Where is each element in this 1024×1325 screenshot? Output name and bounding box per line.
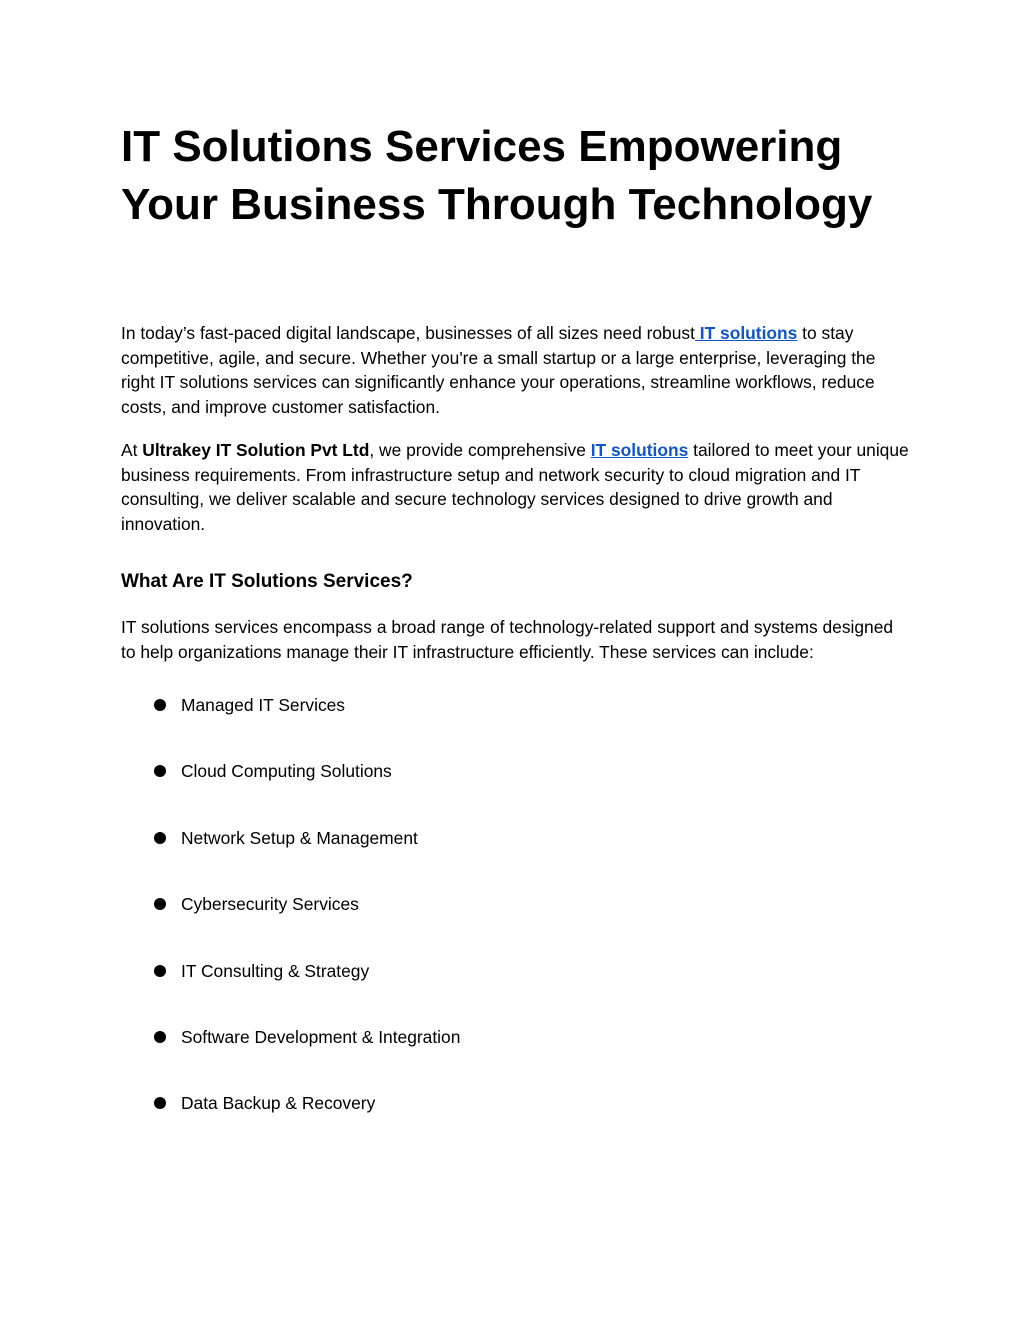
bullet-icon xyxy=(154,699,166,711)
document-page xyxy=(121,118,911,1158)
list-item-label: Data Backup & Recovery xyxy=(181,1093,376,1114)
services-list xyxy=(121,693,911,1158)
intro-text-start: In today’s fast-paced digital landscape, businesses of all sizes need robust xyxy=(121,323,695,343)
list-item-label: Managed IT Services xyxy=(181,695,346,715)
intro-text-end: to stay competitive, agile, and secure. Whether you're a small startup or a large enterprise, leveraging the right IT solutions services can significantly enhance your operations, streamline workflows, reduce costs, and improve customer satisfaction. xyxy=(121,323,876,417)
bullet-icon xyxy=(154,1097,166,1109)
page-title-line-1: IT Solutions Services Empowering xyxy=(121,122,843,171)
bullet-icon xyxy=(154,965,166,977)
page-title-line-2: Your Business Through Technology xyxy=(121,180,873,229)
bullet-icon xyxy=(154,832,166,844)
company-text-end: tailored to meet your unique business requirements. From infrastructure setup and network security to cloud migration and IT consulting, we deliver scalable and secure technology services designed to drive growth and innovation. xyxy=(121,440,909,534)
company-text-middle: , we provide comprehensive xyxy=(369,440,591,460)
intro-paragraph xyxy=(121,321,911,419)
list-item-label: Network Setup & Management xyxy=(181,827,418,848)
page-title xyxy=(121,118,911,234)
list-item-label: Cloud Computing Solutions xyxy=(181,761,392,782)
section-intro-paragraph: IT solutions services encompass a broad range of technology-related support and systems designed to help organizations manage their IT infrastructure efficiently. These services can include: xyxy=(121,617,894,662)
bullet-icon xyxy=(154,1031,166,1043)
list-item xyxy=(121,1091,911,1157)
list-item xyxy=(121,826,911,892)
list-item xyxy=(121,1025,911,1091)
list-item xyxy=(121,892,911,958)
section-heading: What Are IT Solutions Services? xyxy=(121,571,413,592)
list-item-label: IT Consulting & Strategy xyxy=(181,960,370,981)
bullet-icon xyxy=(154,765,166,777)
list-item-label: Cybersecurity Services xyxy=(181,894,359,915)
it-solutions-link-2[interactable]: IT solutions xyxy=(590,440,689,460)
list-item xyxy=(121,693,911,759)
company-name: Ultrakey IT Solution Pvt Ltd xyxy=(142,440,370,460)
list-item-label: Software Development & Integration xyxy=(181,1026,461,1047)
it-solutions-link-1[interactable]: IT solutions xyxy=(694,323,798,343)
company-text-prefix: At xyxy=(121,440,143,460)
company-paragraph xyxy=(121,438,911,536)
bullet-icon xyxy=(154,898,166,910)
list-item xyxy=(121,759,911,825)
list-item xyxy=(121,959,911,1025)
